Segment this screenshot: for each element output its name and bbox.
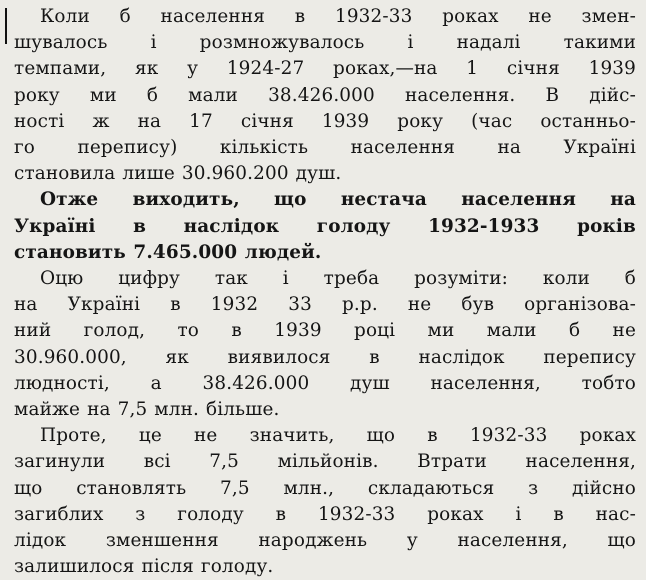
text-line: загиблих з голоду в 1932-33 роках і в нас- bbox=[14, 503, 636, 525]
text-line: становить 7.465.000 людей. bbox=[14, 241, 322, 263]
text-line: лідок зменшення народжень у населення, що bbox=[14, 530, 636, 552]
text-line: Коли б населення в 1932-33 роках не змен- bbox=[40, 6, 636, 27]
paragraph-3 bbox=[14, 266, 636, 423]
text-line: становила лише 30.960.200 душ. bbox=[14, 163, 342, 185]
text-line: темпами, як у 1924-27 роках,—на 1 січня 1939 bbox=[14, 58, 636, 80]
text-line: залишилося після голоду. bbox=[14, 556, 274, 578]
text-line: людності, а 38.426.000 душ населення, тобто bbox=[14, 372, 636, 394]
text-line: Отже виходить, що нестача населення на bbox=[40, 189, 636, 211]
text-line: ності ж на 17 січня 1939 року (час останньо- bbox=[14, 110, 636, 132]
text-line: загинули всі 7,5 мільйонів. Втрати населення, bbox=[14, 451, 636, 473]
text-line: шувалось і розмножувалось і надалі такими bbox=[14, 32, 636, 54]
text-line: Оцю цифру так і треба розуміти: коли б bbox=[40, 268, 636, 290]
text-line: року ми б мали 38.426.000 населення. В дійс- bbox=[14, 84, 636, 106]
paragraph-1 bbox=[14, 4, 636, 187]
text-line: го перепису) кількість населення на Україні bbox=[14, 137, 636, 159]
paragraph-2-highlight bbox=[14, 187, 636, 266]
text-line: майже на 7,5 млн. більше. bbox=[14, 399, 280, 421]
paragraph-4 bbox=[14, 423, 636, 580]
text-line: на Україні в 1932 33 р.р. не був організова- bbox=[14, 294, 636, 316]
text-line: Україні в наслідок голоду 1932-1933 років bbox=[14, 215, 636, 237]
article-body bbox=[14, 4, 636, 580]
text-line: ний голод, то в 1939 році ми мали б не bbox=[14, 320, 636, 342]
text-line: що становлять 7,5 млн., складаються з дійсно bbox=[14, 477, 636, 499]
text-line: Проте, це не значить, що в 1932-33 роках bbox=[40, 425, 636, 447]
text-line: 30.960.000, як виявилося в наслідок перепису bbox=[14, 346, 636, 368]
